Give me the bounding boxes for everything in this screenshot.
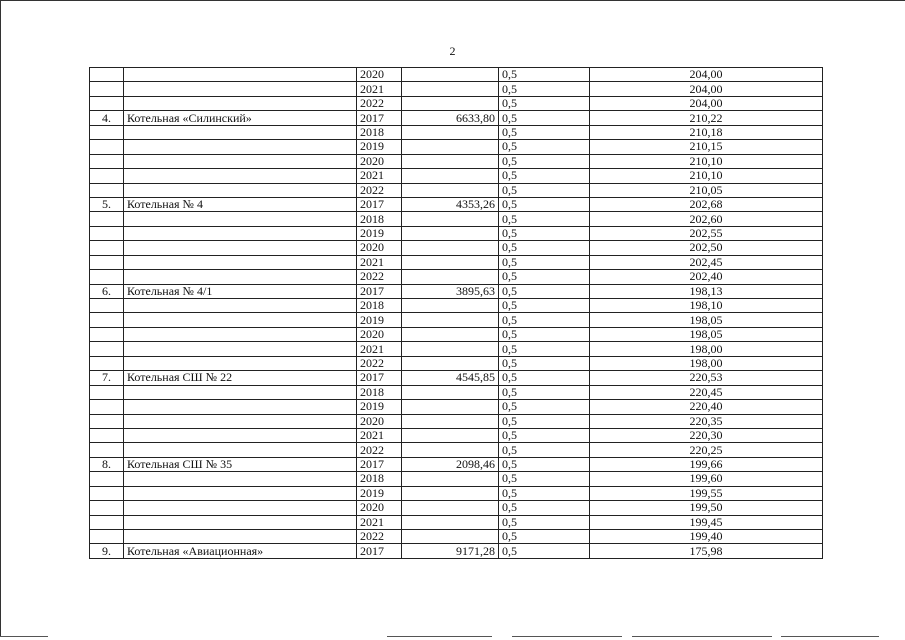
index-cell: 0,5 [499, 241, 590, 255]
tariff-cell: 204,00 [590, 82, 823, 96]
tariff-cell: 199,50 [590, 501, 823, 515]
boiler-name-cell [124, 140, 357, 154]
boiler-name-cell [124, 486, 357, 500]
tariff-cell: 198,13 [590, 284, 823, 298]
index-cell: 0,5 [499, 501, 590, 515]
table-row [90, 96, 823, 110]
year-cell: 2019 [357, 226, 402, 240]
index-cell: 0,5 [499, 154, 590, 168]
tariff-cell: 210,10 [590, 169, 823, 183]
tariff-cell: 199,40 [590, 530, 823, 544]
volume-cell [402, 140, 499, 154]
volume-cell [402, 270, 499, 284]
boiler-name-cell [124, 226, 357, 240]
index-cell: 0,5 [499, 68, 590, 82]
tariff-cell: 199,45 [590, 515, 823, 529]
table-row [90, 385, 823, 399]
boiler-name-cell [124, 530, 357, 544]
volume-cell [402, 530, 499, 544]
year-cell: 2021 [357, 82, 402, 96]
row-number-cell: 6. [90, 284, 124, 298]
index-cell: 0,5 [499, 428, 590, 442]
index-cell: 0,5 [499, 530, 590, 544]
tariff-cell: 220,40 [590, 400, 823, 414]
row-number-cell [90, 313, 124, 327]
index-cell: 0,5 [499, 400, 590, 414]
row-number-cell [90, 212, 124, 226]
volume-cell [402, 154, 499, 168]
boiler-name-cell [124, 414, 357, 428]
year-cell: 2021 [357, 342, 402, 356]
tariff-cell: 220,35 [590, 414, 823, 428]
boiler-name-cell: Котельная СШ № 35 [124, 457, 357, 471]
boiler-name-cell [124, 385, 357, 399]
table-row [90, 226, 823, 240]
boiler-name-cell [124, 327, 357, 341]
index-cell: 0,5 [499, 111, 590, 125]
volume-cell [402, 68, 499, 82]
volume-cell [402, 443, 499, 457]
boiler-name-cell [124, 501, 357, 515]
table-row [90, 414, 823, 428]
volume-cell [402, 400, 499, 414]
row-number-cell: 4. [90, 111, 124, 125]
row-number-cell [90, 270, 124, 284]
year-cell: 2022 [357, 356, 402, 370]
row-number-cell [90, 299, 124, 313]
tariff-cell: 199,66 [590, 457, 823, 471]
volume-cell [402, 226, 499, 240]
table-row [90, 544, 823, 558]
index-cell: 0,5 [499, 356, 590, 370]
tariff-cell: 220,30 [590, 428, 823, 442]
year-cell: 2020 [357, 501, 402, 515]
volume-cell [402, 169, 499, 183]
year-cell: 2020 [357, 241, 402, 255]
year-cell: 2022 [357, 270, 402, 284]
row-number-cell [90, 385, 124, 399]
volume-cell: 4545,85 [402, 371, 499, 385]
volume-cell [402, 356, 499, 370]
tariff-cell: 199,60 [590, 472, 823, 486]
table-row [90, 457, 823, 471]
table-row [90, 270, 823, 284]
year-cell: 2017 [357, 544, 402, 558]
tariff-cell: 210,18 [590, 125, 823, 139]
boiler-name-cell: Котельная «Авиационная» [124, 544, 357, 558]
row-number-cell: 7. [90, 371, 124, 385]
tariff-cell: 198,05 [590, 327, 823, 341]
volume-cell: 6633,80 [402, 111, 499, 125]
row-number-cell [90, 125, 124, 139]
tariff-table [89, 67, 823, 559]
table-row [90, 241, 823, 255]
row-number-cell [90, 342, 124, 356]
table-row [90, 501, 823, 515]
volume-cell [402, 212, 499, 226]
table-row [90, 400, 823, 414]
tariff-cell: 202,60 [590, 212, 823, 226]
table-row [90, 82, 823, 96]
scan-edge-mark [632, 636, 772, 637]
index-cell: 0,5 [499, 183, 590, 197]
tariff-cell: 198,00 [590, 356, 823, 370]
index-cell: 0,5 [499, 327, 590, 341]
row-number-cell [90, 226, 124, 240]
row-number-cell [90, 486, 124, 500]
boiler-name-cell [124, 472, 357, 486]
boiler-name-cell [124, 125, 357, 139]
boiler-name-cell [124, 96, 357, 110]
tariff-cell: 198,00 [590, 342, 823, 356]
index-cell: 0,5 [499, 299, 590, 313]
volume-cell: 9171,28 [402, 544, 499, 558]
index-cell: 0,5 [499, 197, 590, 211]
table-row [90, 486, 823, 500]
index-cell: 0,5 [499, 486, 590, 500]
row-number-cell [90, 414, 124, 428]
table-row [90, 530, 823, 544]
boiler-name-cell: Котельная «Силинский» [124, 111, 357, 125]
row-number-cell [90, 530, 124, 544]
volume-cell [402, 327, 499, 341]
row-number-cell [90, 82, 124, 96]
table-row [90, 284, 823, 298]
table-row [90, 111, 823, 125]
tariff-cell: 202,68 [590, 197, 823, 211]
index-cell: 0,5 [499, 212, 590, 226]
table-row [90, 342, 823, 356]
row-number-cell [90, 400, 124, 414]
table-row [90, 428, 823, 442]
index-cell: 0,5 [499, 443, 590, 457]
volume-cell [402, 472, 499, 486]
volume-cell [402, 313, 499, 327]
boiler-name-cell [124, 443, 357, 457]
year-cell: 2022 [357, 183, 402, 197]
table-row [90, 197, 823, 211]
tariff-cell: 210,15 [590, 140, 823, 154]
table-row [90, 313, 823, 327]
year-cell: 2019 [357, 486, 402, 500]
index-cell: 0,5 [499, 82, 590, 96]
boiler-name-cell [124, 241, 357, 255]
volume-cell [402, 342, 499, 356]
tariff-cell: 202,50 [590, 241, 823, 255]
year-cell: 2019 [357, 400, 402, 414]
year-cell: 2021 [357, 515, 402, 529]
row-number-cell [90, 356, 124, 370]
volume-cell [402, 96, 499, 110]
year-cell: 2022 [357, 530, 402, 544]
index-cell: 0,5 [499, 457, 590, 471]
table-row [90, 212, 823, 226]
row-number-cell: 5. [90, 197, 124, 211]
index-cell: 0,5 [499, 342, 590, 356]
year-cell: 2021 [357, 255, 402, 269]
row-number-cell: 8. [90, 457, 124, 471]
table-row [90, 515, 823, 529]
table-row [90, 371, 823, 385]
row-number-cell [90, 472, 124, 486]
row-number-cell [90, 154, 124, 168]
table-row [90, 472, 823, 486]
tariff-table-body [90, 68, 823, 559]
boiler-name-cell [124, 515, 357, 529]
boiler-name-cell [124, 68, 357, 82]
row-number-cell [90, 428, 124, 442]
table-row [90, 68, 823, 82]
row-number-cell [90, 241, 124, 255]
volume-cell: 2098,46 [402, 457, 499, 471]
index-cell: 0,5 [499, 125, 590, 139]
boiler-name-cell: Котельная СШ № 22 [124, 371, 357, 385]
volume-cell [402, 82, 499, 96]
row-number-cell [90, 169, 124, 183]
year-cell: 2020 [357, 68, 402, 82]
row-number-cell [90, 68, 124, 82]
index-cell: 0,5 [499, 270, 590, 284]
index-cell: 0,5 [499, 385, 590, 399]
boiler-name-cell [124, 299, 357, 313]
index-cell: 0,5 [499, 140, 590, 154]
row-number-cell [90, 515, 124, 529]
row-number-cell [90, 443, 124, 457]
tariff-cell: 220,53 [590, 371, 823, 385]
year-cell: 2018 [357, 472, 402, 486]
tariff-cell: 202,40 [590, 270, 823, 284]
volume-cell [402, 241, 499, 255]
year-cell: 2018 [357, 125, 402, 139]
volume-cell [402, 125, 499, 139]
boiler-name-cell: Котельная № 4 [124, 197, 357, 211]
year-cell: 2020 [357, 414, 402, 428]
tariff-cell: 175,98 [590, 544, 823, 558]
index-cell: 0,5 [499, 515, 590, 529]
boiler-name-cell [124, 255, 357, 269]
year-cell: 2017 [357, 111, 402, 125]
boiler-name-cell [124, 169, 357, 183]
year-cell: 2017 [357, 197, 402, 211]
index-cell: 0,5 [499, 96, 590, 110]
boiler-name-cell [124, 154, 357, 168]
row-number-cell [90, 140, 124, 154]
tariff-cell: 199,55 [590, 486, 823, 500]
table-row [90, 443, 823, 457]
row-number-cell: 9. [90, 544, 124, 558]
index-cell: 0,5 [499, 544, 590, 558]
year-cell: 2017 [357, 457, 402, 471]
row-number-cell [90, 183, 124, 197]
year-cell: 2018 [357, 385, 402, 399]
tariff-cell: 198,05 [590, 313, 823, 327]
scan-edge-mark [387, 636, 492, 637]
table-row [90, 255, 823, 269]
tariff-cell: 202,55 [590, 226, 823, 240]
tariff-cell: 210,10 [590, 154, 823, 168]
tariff-cell: 210,05 [590, 183, 823, 197]
year-cell: 2021 [357, 169, 402, 183]
table-row [90, 356, 823, 370]
tariff-cell: 204,00 [590, 68, 823, 82]
table-row [90, 154, 823, 168]
index-cell: 0,5 [499, 371, 590, 385]
table-row [90, 125, 823, 139]
year-cell: 2019 [357, 140, 402, 154]
boiler-name-cell [124, 342, 357, 356]
boiler-name-cell [124, 356, 357, 370]
volume-cell [402, 515, 499, 529]
boiler-name-cell [124, 400, 357, 414]
table-row [90, 183, 823, 197]
boiler-name-cell: Котельная № 4/1 [124, 284, 357, 298]
year-cell: 2017 [357, 371, 402, 385]
boiler-name-cell [124, 82, 357, 96]
volume-cell [402, 255, 499, 269]
volume-cell [402, 501, 499, 515]
year-cell: 2017 [357, 284, 402, 298]
volume-cell: 4353,26 [402, 197, 499, 211]
volume-cell [402, 414, 499, 428]
year-cell: 2018 [357, 212, 402, 226]
index-cell: 0,5 [499, 169, 590, 183]
tariff-cell: 198,10 [590, 299, 823, 313]
volume-cell [402, 428, 499, 442]
tariff-cell: 220,45 [590, 385, 823, 399]
tariff-cell: 204,00 [590, 96, 823, 110]
volume-cell [402, 299, 499, 313]
index-cell: 0,5 [499, 414, 590, 428]
year-cell: 2022 [357, 96, 402, 110]
year-cell: 2019 [357, 313, 402, 327]
table-row [90, 140, 823, 154]
scan-edge-mark [781, 636, 879, 637]
year-cell: 2022 [357, 443, 402, 457]
row-number-cell [90, 501, 124, 515]
index-cell: 0,5 [499, 255, 590, 269]
boiler-name-cell [124, 428, 357, 442]
page-number: 2 [449, 44, 456, 58]
year-cell: 2020 [357, 327, 402, 341]
year-cell: 2020 [357, 154, 402, 168]
tariff-cell: 202,45 [590, 255, 823, 269]
boiler-name-cell [124, 183, 357, 197]
boiler-name-cell [124, 313, 357, 327]
volume-cell: 3895,63 [402, 284, 499, 298]
table-row [90, 327, 823, 341]
index-cell: 0,5 [499, 313, 590, 327]
volume-cell [402, 486, 499, 500]
table-row [90, 299, 823, 313]
index-cell: 0,5 [499, 284, 590, 298]
row-number-cell [90, 255, 124, 269]
boiler-name-cell [124, 270, 357, 284]
volume-cell [402, 385, 499, 399]
tariff-cell: 210,22 [590, 111, 823, 125]
year-cell: 2018 [357, 299, 402, 313]
scan-edge-mark [512, 636, 622, 637]
index-cell: 0,5 [499, 472, 590, 486]
year-cell: 2021 [357, 428, 402, 442]
index-cell: 0,5 [499, 226, 590, 240]
row-number-cell [90, 327, 124, 341]
row-number-cell [90, 96, 124, 110]
tariff-cell: 220,25 [590, 443, 823, 457]
volume-cell [402, 183, 499, 197]
scan-edge-mark [0, 636, 48, 637]
boiler-name-cell [124, 212, 357, 226]
table-row [90, 169, 823, 183]
